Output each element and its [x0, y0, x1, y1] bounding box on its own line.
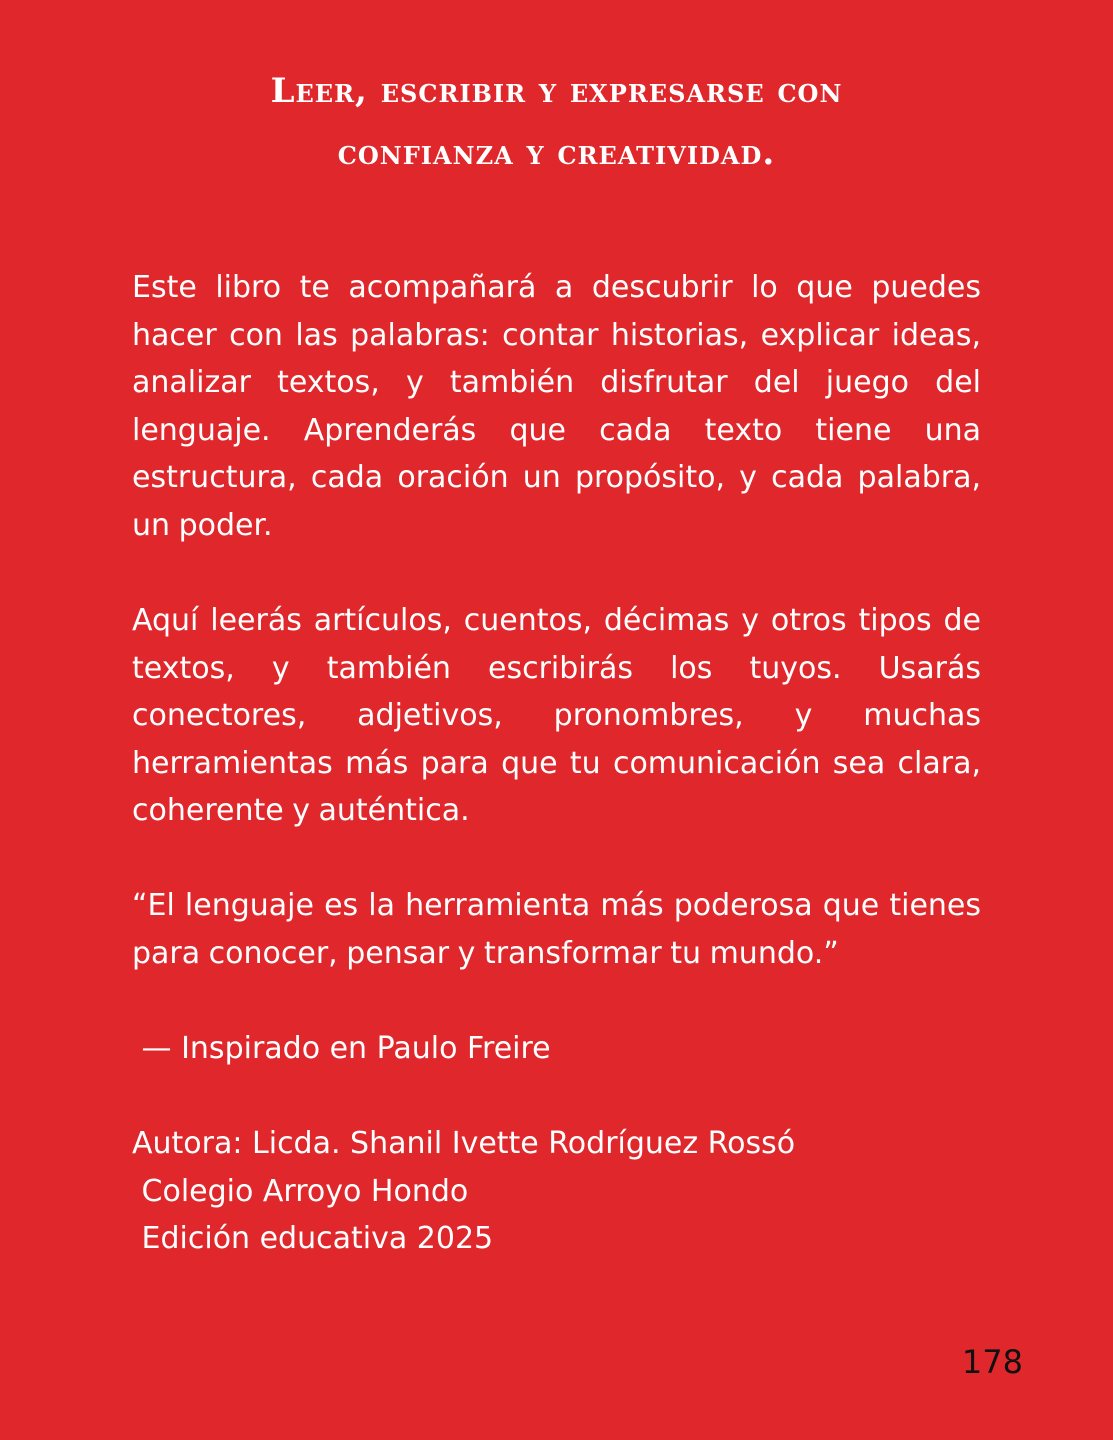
- school-credit: Colegio Arroyo Hondo: [132, 1173, 469, 1209]
- content-paragraph: Aquí leerás artículos, cuentos, décimas y otros tipos de textos, y también escribirás los tuyos. Usarás conectores, adjetivos, pronombres, y muchas herramientas más para que tu comunicación sea clara, coherente y auténtica.: [132, 603, 981, 828]
- credits-block: [132, 1120, 795, 1263]
- quote-attribution: — Inspirado en Paulo Freire: [132, 1031, 551, 1066]
- quote-text: “El lenguaje es la herramienta más poderosa que tienes para conocer, pensar y transformar tu mundo.”: [132, 888, 981, 971]
- page-title: [150, 60, 963, 184]
- title-line-2: confianza y creatividad.: [337, 133, 776, 173]
- page-number: 178: [961, 1343, 1023, 1381]
- author-credit: Autora: Licda. Shanil Ivette Rodríguez Rossó: [132, 1126, 796, 1161]
- title-line-1: Leer, escribir y expresarse con: [270, 71, 843, 111]
- edition-credit: Edición educativa 2025: [132, 1221, 494, 1256]
- intro-paragraph: Este libro te acompañará a descubrir lo que puedes hacer con las palabras: contar historias, explicar ideas, analizar textos, y también disfrutar del juego del lenguaje. Aprenderás que cada texto tiene una estructura, cada oración un propósito, y cada palabra, un poder.: [132, 270, 981, 543]
